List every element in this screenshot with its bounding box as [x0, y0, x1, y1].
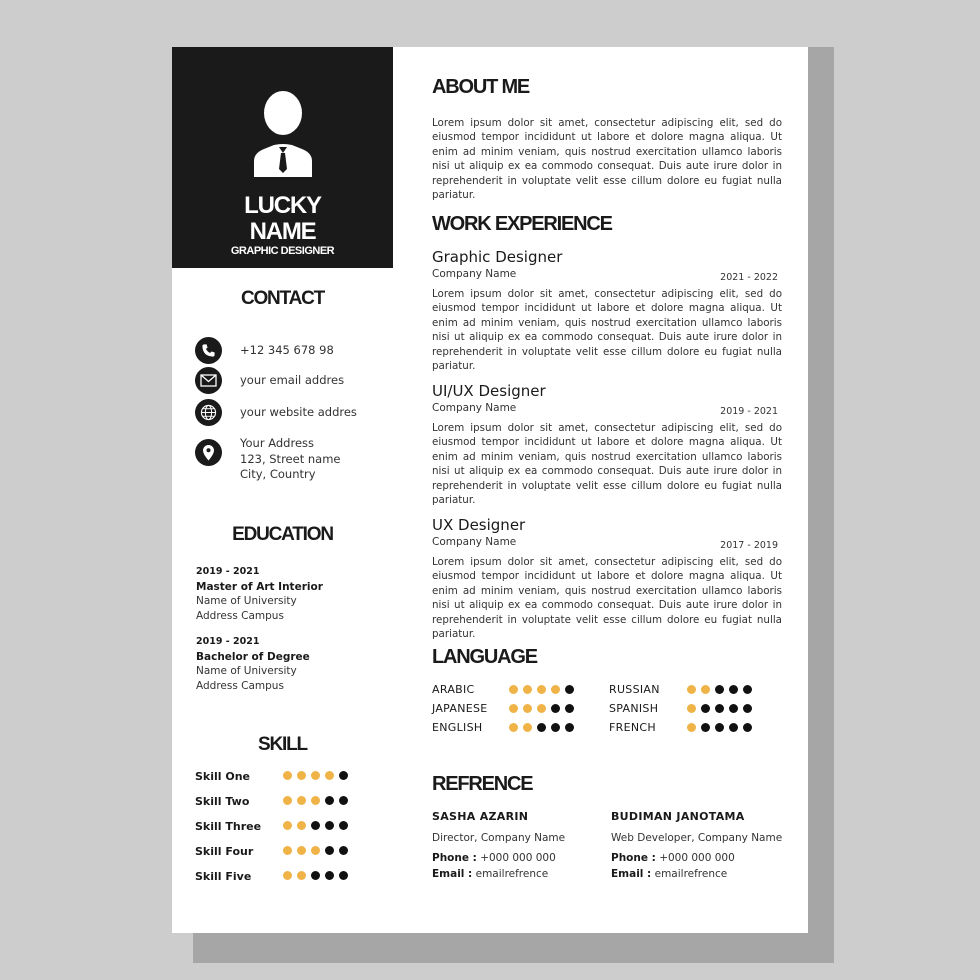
language-label: JAPANESE: [432, 702, 488, 715]
location-pin-icon: [195, 439, 222, 466]
skill-label: Skill Three: [195, 820, 262, 833]
phone-label: Phone :: [611, 852, 656, 864]
language-rating: [509, 723, 574, 732]
job-dates: 2019 - 2021: [720, 406, 778, 417]
rating-dot-filled: [523, 704, 532, 713]
rating-dot-empty: [715, 723, 724, 732]
language-label: ENGLISH: [432, 721, 483, 734]
skill-row: [195, 845, 355, 859]
rating-dot-filled: [311, 771, 320, 780]
first-name: LUCKY: [244, 192, 321, 219]
job-title: UI/UX Designer: [432, 382, 546, 400]
reference-entry: [611, 810, 782, 882]
contact-email: your email addres: [240, 373, 345, 387]
rating-dot-filled: [297, 871, 306, 880]
education-years: 2019 - 2021: [196, 566, 260, 577]
education-school: Name of University: [196, 665, 297, 677]
education-school: Name of University: [196, 595, 297, 607]
language-row: [432, 721, 582, 735]
skill-label: Skill Two: [195, 795, 250, 808]
skill-heading: SKILL: [258, 734, 307, 755]
skill-rating: [283, 821, 348, 830]
job-dates: 2021 - 2022: [720, 272, 778, 283]
job-title: UX Designer: [432, 516, 526, 534]
rating-dot-filled: [537, 704, 546, 713]
email-icon: [195, 367, 222, 394]
rating-dot-empty: [743, 704, 752, 713]
rating-dot-filled: [687, 685, 696, 694]
phone-icon: [195, 337, 222, 364]
language-rating: [687, 704, 752, 713]
job-company: Company Name: [432, 536, 517, 548]
address-line-3: City, Country: [240, 467, 316, 481]
rating-dot-filled: [297, 846, 306, 855]
rating-dot-filled: [537, 685, 546, 694]
rating-dot-filled: [701, 685, 710, 694]
about-heading: ABOUT ME: [432, 76, 530, 98]
job-company: Company Name: [432, 268, 517, 280]
rating-dot-empty: [565, 723, 574, 732]
rating-dot-filled: [283, 871, 292, 880]
rating-dot-empty: [743, 723, 752, 732]
education-campus: Address Campus: [196, 679, 284, 692]
rating-dot-filled: [297, 821, 306, 830]
contact-website: your website addres: [240, 405, 357, 419]
email-label: Email :: [432, 867, 473, 880]
reference-phone: +000 000 000: [480, 852, 556, 864]
rating-dot-filled: [687, 723, 696, 732]
skill-row: [195, 820, 355, 834]
rating-dot-filled: [311, 846, 320, 855]
language-label: ARABIC: [432, 683, 475, 696]
education-degree: Master of Art Interior: [196, 580, 323, 593]
job-role: GRAPHIC DESIGNER: [230, 245, 335, 257]
language-row: [609, 721, 759, 735]
rating-dot-empty: [339, 846, 348, 855]
rating-dot-filled: [509, 723, 518, 732]
language-label: FRENCH: [609, 721, 656, 734]
language-label: RUSSIAN: [609, 683, 660, 696]
job-dates: 2017 - 2019: [720, 540, 778, 551]
rating-dot-filled: [523, 723, 532, 732]
language-heading: LANGUAGE: [432, 646, 537, 668]
resume-page: [172, 47, 808, 933]
reference-role: Director, Company Name: [432, 832, 566, 844]
language-rating: [509, 704, 574, 713]
rating-dot-empty: [743, 685, 752, 694]
job-description: Lorem ipsum dolor sit amet, consectetur adipiscing elit, sed do eiusmod tempor incididunt ut labore et dolore magna aliqua. Ut enim ad minim veniam, quis nostrud exercitation ullamco laboris nisi ut aliquip ex ea commodo consequat. Duis aute irure dolor in reprehenderit in voluptate velit esse cillum dolore eu fugiat nulla pariatur.: [432, 556, 782, 641]
profile-header: [172, 47, 393, 268]
job-company: Company Name: [432, 402, 517, 414]
skill-label: Skill Four: [195, 845, 254, 858]
rating-dot-empty: [325, 871, 334, 880]
about-text: Lorem ipsum dolor sit amet, consectetur adipiscing elit, sed do eiusmod tempor incididunt ut labore et dolore magna aliqua. Ut enim ad minim veniam, quis nostrud exercitation ullamco laboris nisi ut aliquip ex ea commodo consequat. Duis aute irure dolor in reprehenderit in voluptate velit esse cillum dolore eu fugiat nulla pariatur.: [432, 117, 782, 202]
rating-dot-filled: [325, 771, 334, 780]
rating-dot-filled: [297, 796, 306, 805]
reference-contact: [611, 851, 782, 882]
email-label: Email :: [611, 867, 652, 880]
contact-phone: +12 345 678 98: [240, 343, 334, 357]
reference-name: BUDIMAN JANOTAMA: [611, 810, 745, 823]
education-years: 2019 - 2021: [196, 636, 260, 647]
reference-name: SASHA AZARIN: [432, 810, 529, 823]
skill-label: Skill One: [195, 770, 251, 783]
rating-dot-empty: [565, 685, 574, 694]
skill-label: Skill Five: [195, 870, 252, 883]
rating-dot-filled: [297, 771, 306, 780]
language-rating: [687, 723, 752, 732]
address-line-1: Your Address: [240, 436, 315, 450]
language-rating: [509, 685, 574, 694]
rating-dot-empty: [311, 871, 320, 880]
rating-dot-filled: [523, 685, 532, 694]
reference-contact: [432, 851, 565, 882]
language-row: [432, 702, 582, 716]
rating-dot-empty: [715, 685, 724, 694]
rating-dot-filled: [509, 704, 518, 713]
globe-icon: [195, 399, 222, 426]
skill-rating: [283, 846, 348, 855]
skill-rating: [283, 771, 348, 780]
language-label: SPANISH: [609, 702, 659, 715]
rating-dot-empty: [729, 704, 738, 713]
rating-dot-filled: [551, 685, 560, 694]
rating-dot-empty: [715, 704, 724, 713]
contact-address: [240, 436, 340, 483]
rating-dot-empty: [339, 771, 348, 780]
skill-row: [195, 770, 355, 784]
education-campus: Address Campus: [196, 609, 284, 622]
rating-dot-filled: [283, 771, 292, 780]
language-row: [432, 683, 582, 697]
language-rating: [687, 685, 752, 694]
rating-dot-empty: [729, 723, 738, 732]
reference-heading: REFRENCE: [432, 773, 533, 795]
job-description: Lorem ipsum dolor sit amet, consectetur adipiscing elit, sed do eiusmod tempor incididunt ut labore et dolore magna aliqua. Ut enim ad minim veniam, quis nostrud exercitation ullamco laboris nisi ut aliquip ex ea commodo consequat. Duis aute irure dolor in reprehenderit in voluptate velit esse cillum dolore eu fugiat nulla pariatur.: [432, 422, 782, 507]
rating-dot-empty: [339, 796, 348, 805]
language-row: [609, 702, 759, 716]
rating-dot-filled: [311, 796, 320, 805]
reference-entry: [432, 810, 565, 882]
job-title: Graphic Designer: [432, 248, 563, 266]
rating-dot-filled: [283, 846, 292, 855]
education-heading: EDUCATION: [232, 524, 333, 545]
address-line-2: 123, Street name: [240, 451, 341, 466]
rating-dot-filled: [687, 704, 696, 713]
education-degree: Bachelor of Degree: [196, 650, 310, 663]
rating-dot-empty: [701, 723, 710, 732]
rating-dot-empty: [551, 704, 560, 713]
language-row: [609, 683, 759, 697]
rating-dot-empty: [537, 723, 546, 732]
rating-dot-empty: [339, 821, 348, 830]
work-heading: WORK EXPERIENCE: [432, 213, 612, 235]
last-name: NAME: [249, 218, 316, 245]
rating-dot-empty: [565, 704, 574, 713]
rating-dot-filled: [283, 821, 292, 830]
person-avatar-icon: [246, 91, 320, 177]
rating-dot-empty: [729, 685, 738, 694]
education-entry: [196, 565, 323, 623]
rating-dot-empty: [325, 821, 334, 830]
rating-dot-empty: [551, 723, 560, 732]
rating-dot-filled: [509, 685, 518, 694]
skill-rating: [283, 796, 348, 805]
rating-dot-empty: [325, 796, 334, 805]
reference-role: Web Developer, Company Name: [611, 832, 783, 844]
contact-heading: CONTACT: [240, 288, 325, 309]
rating-dot-filled: [283, 796, 292, 805]
rating-dot-empty: [339, 871, 348, 880]
phone-label: Phone :: [432, 852, 477, 864]
reference-phone: +000 000 000: [659, 852, 735, 864]
skill-row: [195, 795, 355, 809]
reference-email: emailrefrence: [475, 867, 549, 880]
rating-dot-empty: [311, 821, 320, 830]
skill-rating: [283, 871, 348, 880]
rating-dot-empty: [325, 846, 334, 855]
rating-dot-empty: [701, 704, 710, 713]
skill-row: [195, 870, 355, 884]
reference-email: emailrefrence: [654, 867, 728, 880]
job-description: Lorem ipsum dolor sit amet, consectetur adipiscing elit, sed do eiusmod tempor incididunt ut labore et dolore magna aliqua. Ut enim ad minim veniam, quis nostrud exercitation ullamco laboris nisi ut aliquip ex ea commodo consequat. Duis aute irure dolor in reprehenderit in voluptate velit esse cillum dolore eu fugiat nulla pariatur.: [432, 288, 782, 373]
education-entry: [196, 635, 310, 693]
